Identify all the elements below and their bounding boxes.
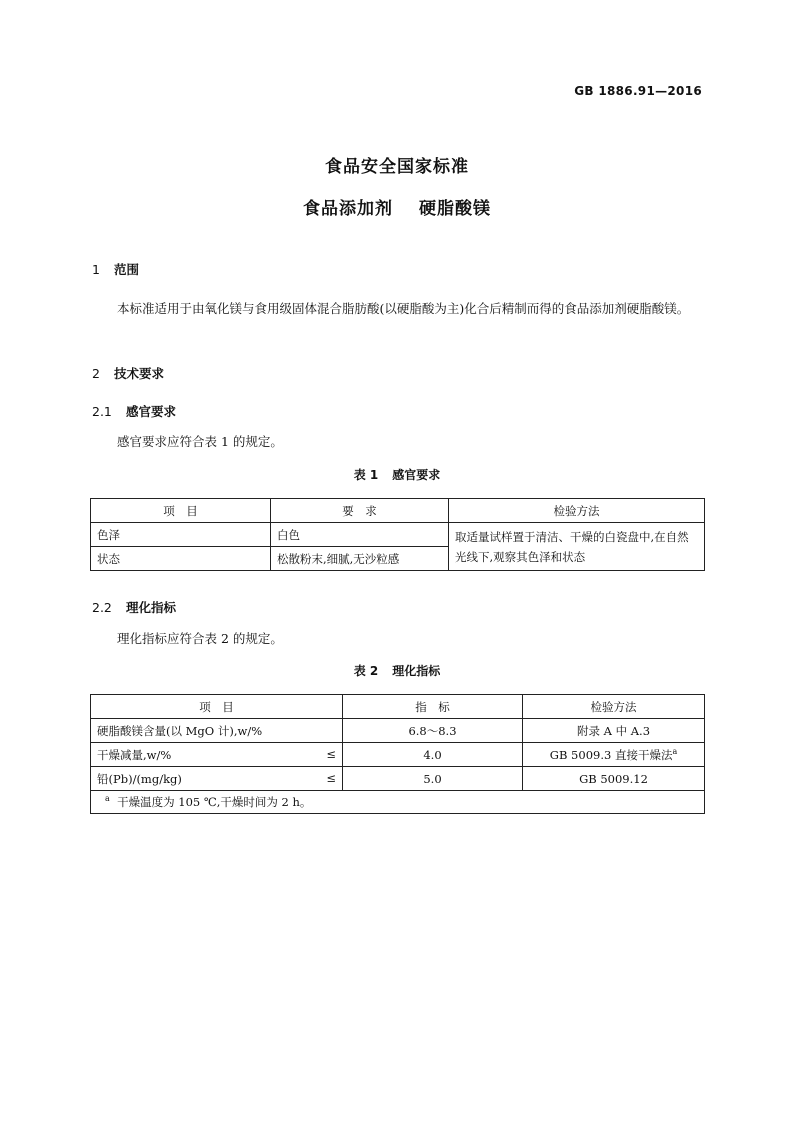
table-row: [91, 743, 705, 767]
table-header-cell: 要 求: [271, 499, 449, 523]
table-cell-method: 取适量试样置于清洁、干燥的白瓷盘中,在自然光线下,观察其色泽和状态: [449, 523, 705, 571]
section-2-2-text: 理化指标应符合表 2 的规定。: [117, 631, 283, 646]
table-cell-item: 色泽: [91, 523, 271, 547]
table-cell-method: [523, 743, 705, 767]
table-header-row: [91, 695, 705, 719]
table-cell-item: [91, 767, 343, 791]
footnote-marker: a: [672, 746, 678, 756]
section-1-heading: [92, 260, 139, 278]
section-2-number: 2: [92, 366, 100, 381]
table-2-caption: [0, 662, 794, 679]
table-cell-item: [91, 719, 343, 743]
document-subtitle: [0, 194, 794, 219]
table-footnote-row: [91, 791, 705, 814]
table-cell-method: [523, 767, 705, 791]
table-1-caption-number: 表 1: [353, 468, 379, 482]
section-2-2-heading: [92, 598, 176, 616]
table-cell-value: 4.0: [343, 743, 523, 767]
table-header-cell: 检验方法: [523, 695, 705, 719]
leq-sign: ≤: [326, 746, 336, 761]
section-2-1-text: 感官要求应符合表 1 的规定。: [117, 434, 283, 449]
table-header-cell: 项 目: [91, 499, 271, 523]
section-1-number: 1: [92, 262, 100, 277]
footnote-text: 干燥温度为 105 ℃,干燥时间为 2 h。: [117, 795, 312, 809]
subtitle-category: 食品添加剂: [303, 199, 393, 219]
item-label: 硬脂酸镁含量(以 MgO 计),w/%: [97, 723, 263, 738]
table-cell-item: 状态: [91, 547, 271, 571]
table-header-row: [91, 499, 705, 523]
method-text: GB 5009.3 直接干燥法: [549, 747, 673, 762]
method-text: 附录 A 中 A.3: [576, 723, 651, 738]
table-cell-item: [91, 743, 343, 767]
table-1-caption-title: 感官要求: [392, 468, 441, 482]
section-2-title: 技术要求: [114, 366, 165, 381]
standard-number: GB 1886.91—2016: [574, 84, 702, 98]
item-label: 铅(Pb)/(mg/kg): [97, 771, 182, 786]
section-2-1-heading: [92, 402, 176, 420]
table-header-cell: 项 目: [91, 695, 343, 719]
table-1-sensory: [90, 498, 705, 571]
table-row: [91, 523, 705, 547]
table-row: [91, 719, 705, 743]
table-footnote: [91, 791, 705, 814]
table-header-cell: 检验方法: [449, 499, 705, 523]
section-2-1-title: 感官要求: [126, 404, 177, 419]
section-1-text: 本标准适用于由氧化镁与食用级固体混合脂肪酸(以硬脂酸为主)化合后精制而得的食品添加剂硬脂酸镁。: [117, 301, 690, 316]
table-2-physicochemical: [90, 694, 705, 814]
table-cell-value: 6.8～8.3: [343, 719, 523, 743]
section-2-1-number: 2.1: [92, 404, 112, 419]
section-2-2-number: 2.2: [92, 600, 112, 615]
subtitle-product: 硬脂酸镁: [419, 199, 491, 219]
table-2-caption-title: 理化指标: [392, 664, 441, 678]
section-1-title: 范围: [114, 262, 140, 277]
leq-sign: ≤: [326, 770, 336, 785]
item-label: 干燥减量,w/%: [97, 747, 172, 762]
section-2-heading: [92, 364, 164, 382]
table-cell-requirement: 松散粉末,细腻,无沙粒感: [271, 547, 449, 571]
document-title: 食品安全国家标准: [325, 157, 469, 177]
table-cell-method: [523, 719, 705, 743]
table-2-caption-number: 表 2: [353, 664, 379, 678]
table-row: [91, 767, 705, 791]
table-1-caption: [0, 466, 794, 483]
table-header-cell: 指 标: [343, 695, 523, 719]
table-cell-value: 5.0: [343, 767, 523, 791]
method-text: GB 5009.12: [579, 771, 648, 786]
section-2-2-title: 理化指标: [126, 600, 177, 615]
footnote-marker: a: [105, 794, 110, 804]
table-cell-requirement: 白色: [271, 523, 449, 547]
